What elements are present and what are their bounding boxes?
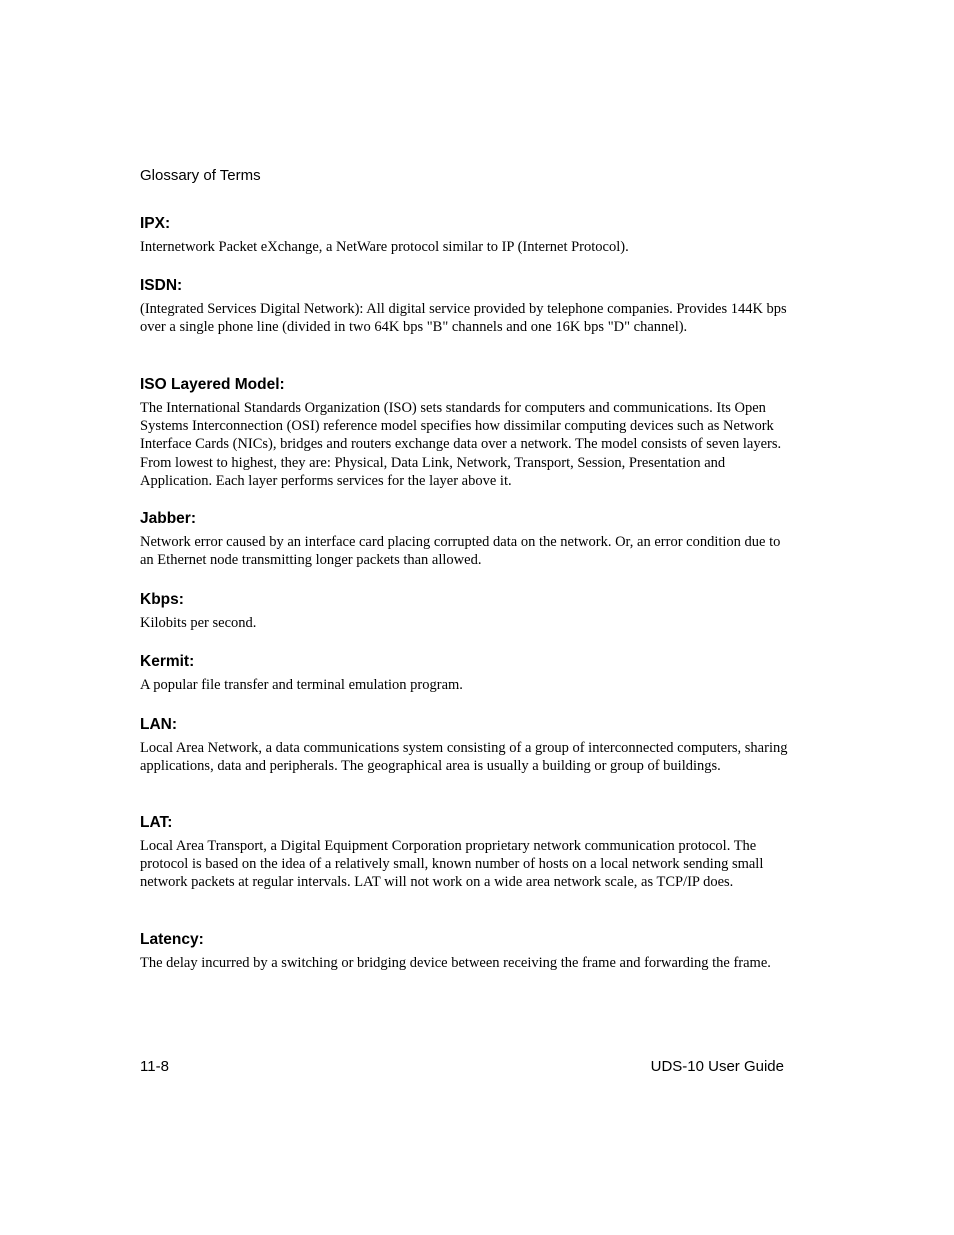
glossary-term: IPX: bbox=[140, 215, 171, 232]
glossary-definition: Local Area Network, a data communications system consisting of a group of interconnected computers, sharing applications, data and peripherals. The geographical area is usually a building or group of buildings. bbox=[140, 740, 788, 775]
document-title: UDS-10 User Guide bbox=[650, 1058, 784, 1075]
glossary-term: ISO Layered Model: bbox=[140, 376, 285, 393]
glossary-definition: Local Area Transport, a Digital Equipment Corporation proprietary network communication protocol. The protocol is based on the idea of a relatively small, known number of hosts on a local network sending small network packets at regular intervals. LAT will not work on a wide area network scale, as TCP/IP does. bbox=[140, 838, 764, 891]
glossary-entry-kermit bbox=[140, 653, 790, 694]
glossary-term: LAT: bbox=[140, 814, 173, 831]
glossary-entry-isdn bbox=[140, 277, 790, 336]
glossary-entry-jabber bbox=[140, 510, 790, 569]
glossary-definition: The International Standards Organization (ISO) sets standards for computers and communications. Its Open Systems Interconnection (OSI) reference model specifies how dissimilar computing devices such as Network Interface Cards (NICs), bridges and routers exchange data over a network. The model consists of seven layers. From lowest to highest, they are: Physical, Data Link, Network, Transport, Session, Presentation and Application. Each layer performs services for the layer above it. bbox=[140, 400, 782, 489]
glossary-definition: Network error caused by an interface card placing corrupted data on the network. Or, an error condition due to an Ethernet node transmitting longer packets than allowed. bbox=[140, 534, 781, 569]
glossary-definition: Internetwork Packet eXchange, a NetWare protocol similar to IP (Internet Protocol). bbox=[140, 239, 629, 255]
glossary-term: Kermit: bbox=[140, 653, 195, 670]
glossary-entry-ipx bbox=[140, 215, 790, 256]
glossary-entry-latency bbox=[140, 931, 790, 972]
glossary-entry-lan bbox=[140, 716, 790, 775]
glossary-definition: (Integrated Services Digital Network): All digital service provided by telephone companies. Provides 144K bps over a single phone line (divided in two 64K bps "B" channels and one 16K bps "D" channel). bbox=[140, 301, 787, 336]
glossary-definition: The delay incurred by a switching or bridging device between receiving the frame and forwarding the frame. bbox=[140, 955, 771, 971]
running-header: Glossary of Terms bbox=[140, 167, 261, 184]
glossary-entry-iso-layered-model bbox=[140, 376, 790, 490]
page-number: 11-8 bbox=[140, 1058, 169, 1075]
glossary-entry-lat bbox=[140, 814, 790, 892]
glossary-definition: A popular file transfer and terminal emulation program. bbox=[140, 677, 463, 693]
glossary-definition: Kilobits per second. bbox=[140, 615, 257, 631]
glossary-term: Kbps: bbox=[140, 591, 184, 608]
glossary-term: Latency: bbox=[140, 931, 204, 948]
glossary-entry-kbps bbox=[140, 591, 790, 632]
glossary-term: ISDN: bbox=[140, 277, 183, 294]
glossary-term: Jabber: bbox=[140, 510, 196, 527]
glossary-term: LAN: bbox=[140, 716, 178, 733]
